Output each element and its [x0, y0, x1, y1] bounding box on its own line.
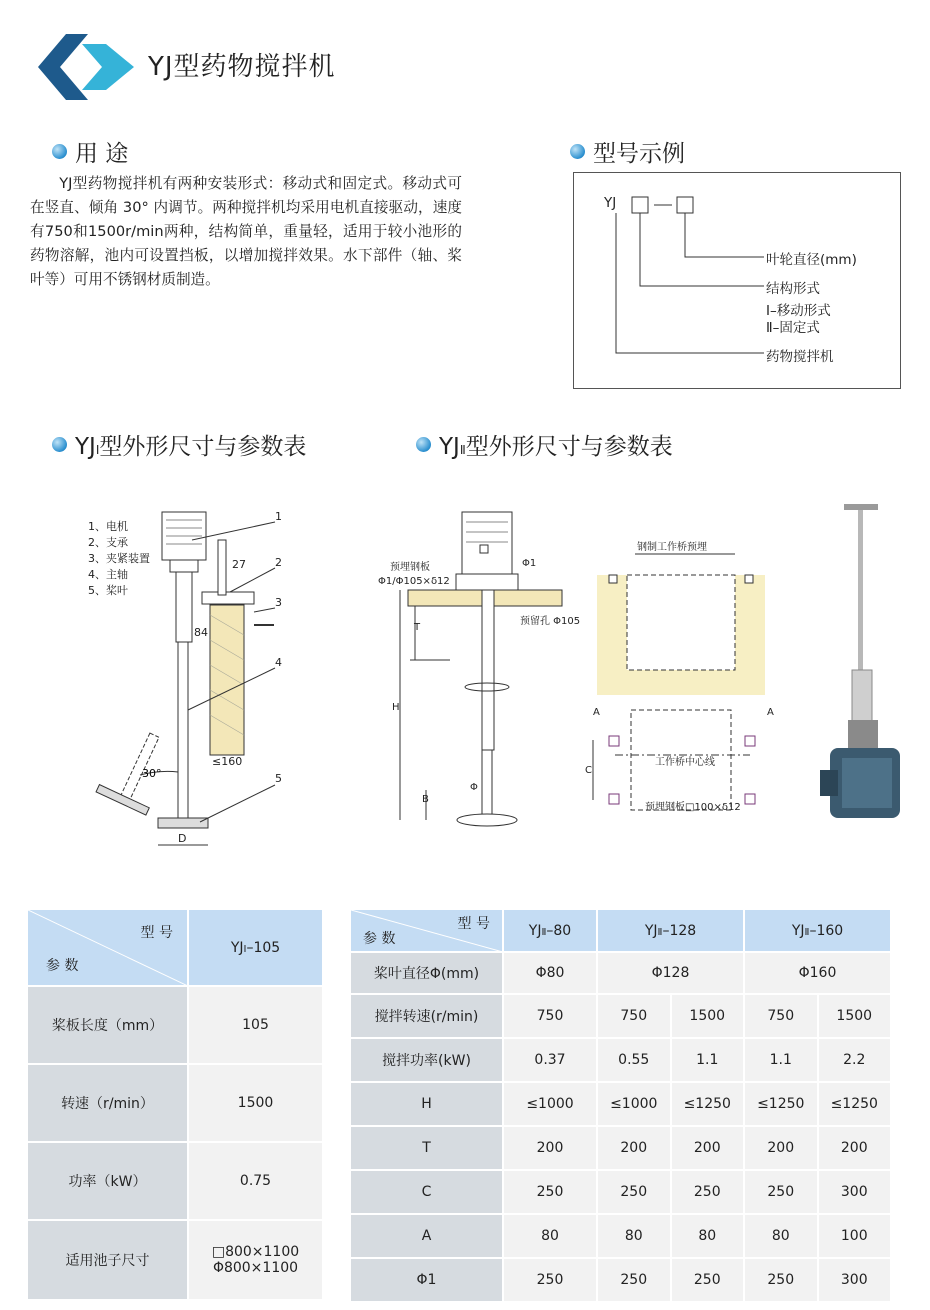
table2-cell: ≤1000: [597, 1082, 671, 1126]
svg-text:3、夹紧装置: 3、夹紧装置: [88, 552, 150, 565]
table2-param-label: 参 数: [363, 931, 396, 947]
table2-cell: 250: [744, 1170, 818, 1214]
table1-row-label: 转速（r/min）: [28, 1064, 188, 1142]
table2-model-header: YJⅡ–128: [597, 910, 744, 952]
table2-model-label: 型 号: [457, 916, 490, 932]
table2-cell: 250: [671, 1170, 745, 1214]
yj1-drawing: [70, 500, 370, 860]
table2-cell: 250: [503, 1170, 597, 1214]
table2-cell: ≤1000: [503, 1082, 597, 1126]
model-example-heading: [570, 135, 685, 168]
table2-row-label: C: [351, 1170, 503, 1214]
svg-text:A: A: [593, 707, 600, 718]
bullet-icon: [416, 437, 431, 452]
table2-model-header: YJⅡ–80: [503, 910, 597, 952]
svg-text:Φ1/Φ105×δ12: Φ1/Φ105×δ12: [378, 576, 450, 587]
label-structure: 结构形式: [766, 281, 820, 297]
table2-cell: ≤1250: [671, 1082, 745, 1126]
table2-cell: Φ160: [744, 952, 891, 994]
svg-text:预埋钢板□100×δ12: 预埋钢板□100×δ12: [645, 802, 741, 813]
table2-cell: 1500: [818, 994, 892, 1038]
table2-row-label: H: [351, 1082, 503, 1126]
yj2-bridge-drawing: [585, 530, 785, 840]
table1-row-value: 1500: [188, 1064, 323, 1142]
table1-model-header: YJⅠ–105: [188, 910, 323, 986]
machine-photo: [812, 500, 912, 840]
table1-row-label: 功率（kW）: [28, 1142, 188, 1220]
label-machine: 药物搅拌机: [766, 349, 834, 365]
yj2-param-table: [351, 910, 892, 1303]
company-logo: [36, 34, 136, 100]
table2-cell: ≤1250: [818, 1082, 892, 1126]
svg-text:5、桨叶: 5、桨叶: [88, 584, 128, 597]
svg-text:T: T: [414, 622, 421, 633]
bullet-icon: [52, 144, 67, 159]
svg-text:1、电机: 1、电机: [88, 520, 128, 533]
table2-cell: 300: [818, 1170, 892, 1214]
table1-row-value: 0.75: [188, 1142, 323, 1220]
table2-cell: Φ128: [597, 952, 744, 994]
table1-row-label: 适用池子尺寸: [28, 1220, 188, 1300]
svg-text:2: 2: [275, 556, 282, 569]
table1-row-value: □800×1100 Φ800×1100: [188, 1220, 323, 1300]
table2-cell: 250: [744, 1258, 818, 1302]
table2-cell: 750: [503, 994, 597, 1038]
table2-cell: 200: [503, 1126, 597, 1170]
yj2-drawing: [370, 500, 585, 840]
model-example-box: [573, 172, 901, 389]
usage-heading-text: 用 途: [75, 141, 129, 167]
yj1-heading: YJⅠ型外形尺寸与参数表: [52, 428, 306, 461]
bullet-icon: [570, 144, 585, 159]
table2-cell: 200: [818, 1126, 892, 1170]
svg-text:B: B: [422, 794, 429, 805]
usage-heading: [52, 135, 128, 168]
svg-text:工作桥中心线: 工作桥中心线: [655, 757, 715, 768]
table2-cell: 1.1: [671, 1038, 745, 1082]
table2-row-label: 搅拌功率(kW): [351, 1038, 503, 1082]
model-example-lines: [574, 173, 902, 390]
table2-cell: 0.37: [503, 1038, 597, 1082]
svg-text:3: 3: [275, 596, 282, 609]
table1-row-label: 桨板长度（mm）: [28, 986, 188, 1064]
svg-text:30°: 30°: [142, 767, 162, 780]
table2-cell: 250: [503, 1258, 597, 1302]
svg-text:H: H: [392, 702, 400, 713]
table2-corner: [351, 910, 503, 952]
svg-text:A: A: [767, 707, 774, 718]
table2-row-label: 桨叶直径Φ(mm): [351, 952, 503, 994]
svg-text:Φ1: Φ1: [522, 558, 537, 569]
table2-row-label: 搅拌转速(r/min): [351, 994, 503, 1038]
svg-text:C: C: [585, 765, 592, 776]
model-example-heading-text: 型号示例: [593, 141, 685, 167]
table2-cell: 80: [744, 1214, 818, 1258]
table2-cell: 300: [818, 1258, 892, 1302]
yj1-param-table: [28, 910, 324, 1301]
table2-cell: ≤1250: [744, 1082, 818, 1126]
table2-row-label: Φ1: [351, 1258, 503, 1302]
table2-cell: 250: [671, 1258, 745, 1302]
table2-cell: 1.1: [744, 1038, 818, 1082]
page-title: YJ型药物搅拌机: [148, 52, 336, 82]
table2-cell: 80: [671, 1214, 745, 1258]
table2-cell: 200: [744, 1126, 818, 1170]
table2-cell: 80: [503, 1214, 597, 1258]
label-impeller: 叶轮直径(mm): [766, 252, 857, 268]
table2-cell: 100: [818, 1214, 892, 1258]
svg-text:84: 84: [194, 626, 208, 639]
label-type2: Ⅱ–固定式: [766, 320, 820, 336]
svg-text:预埋钢板: 预埋钢板: [390, 562, 430, 573]
svg-text:钢制工作桥预埋: 钢制工作桥预埋: [637, 542, 707, 553]
table2-cell: 0.55: [597, 1038, 671, 1082]
label-type1: Ⅰ–移动形式: [766, 303, 831, 319]
svg-text:27: 27: [232, 558, 246, 571]
table2-cell: 250: [597, 1258, 671, 1302]
table1-model-label: 型 号: [140, 925, 173, 941]
table1-corner: [28, 910, 188, 986]
table2-model-header: YJⅡ–160: [744, 910, 891, 952]
svg-text:4、主轴: 4、主轴: [88, 568, 128, 581]
table2-cell: 200: [671, 1126, 745, 1170]
svg-text:≤160: ≤160: [212, 755, 243, 768]
svg-text:Φ: Φ: [470, 782, 478, 793]
svg-text:预留孔 Φ105: 预留孔 Φ105: [520, 616, 581, 627]
svg-text:5: 5: [275, 772, 282, 785]
table2-cell: 1500: [671, 994, 745, 1038]
svg-text:4: 4: [275, 656, 282, 669]
table2-cell: 250: [597, 1170, 671, 1214]
svg-text:D: D: [178, 832, 187, 845]
table1-row-value: 105: [188, 986, 323, 1064]
table2-cell: 200: [597, 1126, 671, 1170]
model-prefix: YJ: [604, 195, 617, 211]
table2-cell: 750: [744, 994, 818, 1038]
usage-text: YJ型药物搅拌机有两种安装形式：移动式和固定式。移动式可在竖直、倾角 30° 内调节。两种搅拌机均采用电机直接驱动，速度有750和1500r/min两种，结构简单，重量轻，适用于较小池形的药物溶解，池内可设置挡板，以增加搅拌效果。水下部件（轴、桨叶等）可用不锈钢材质制造。: [30, 175, 462, 288]
table1-param-label: 参 数: [46, 958, 79, 974]
table2-cell: Φ80: [503, 952, 597, 994]
table2-row-label: A: [351, 1214, 503, 1258]
table2-row-label: T: [351, 1126, 503, 1170]
table2-cell: 80: [597, 1214, 671, 1258]
yj2-heading: YJⅡ型外形尺寸与参数表: [416, 428, 673, 461]
table2-cell: 2.2: [818, 1038, 892, 1082]
svg-text:2、支承: 2、支承: [88, 536, 128, 549]
table2-cell: 750: [597, 994, 671, 1038]
svg-text:1: 1: [275, 510, 282, 523]
bullet-icon: [52, 437, 67, 452]
